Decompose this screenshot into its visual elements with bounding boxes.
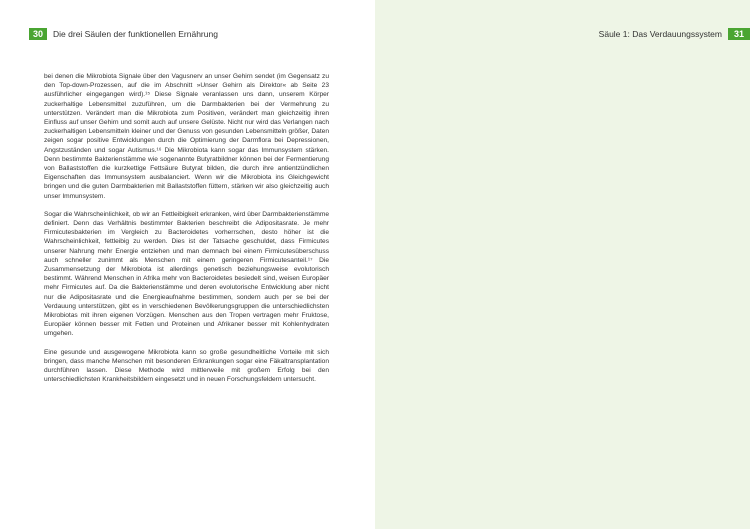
left-header (0, 28, 375, 40)
paragraph: Eine gesunde und ausgewogene Mikrobiota kann so große gesundheitliche Vorteile mit sich bringen, dass manche Menschen mit besonderen Erkrankungen sogar eine Fäkaltransplantation durchführen lassen. Diese Methode wird mittlerweile mit großem Erfolg bei den unterschiedlichsten Krankheitsbildern eingesetzt und in neuen Forschungsfeldern untersucht. (44, 348, 329, 384)
right-page (375, 0, 750, 529)
running-head: Säule 1: Das Verdauungssystem (598, 29, 722, 39)
left-page (0, 0, 375, 529)
running-head: Die drei Säulen der funktionellen Ernährung (53, 29, 218, 39)
paragraph: Sogar die Wahrscheinlichkeit, ob wir an Fettleibigkeit erkranken, wird über Darmbakterienstämme definiert. Denn das Verhältnis bestimmter Bakterien beschreibt die Adipositasrate. Je mehr Firmicutesbakterien im Vergleich zu Bacteroidetes vorherrschen, desto höher ist die Wahrscheinlichkeit, fettleibig zu werden. Dies ist der Tatsache geschuldet, dass Firmicutes unserer Nahrung mehr Energie entziehen und man demnach bei einem Firmicutesüberschuss auch schneller zunimmt als Menschen mit einem geringeren Firmicutesanteil.¹⁷ Die Zusammensetzung der Mikrobiota ist allerdings genetisch beziehungsweise evolutorisch bestimmt. Während Menschen in Afrika mehr von Bacteroidetes besiedelt sind, weisen Europäer mehr Firmicutes auf. Da die Bakterienstämme und deren evolutorische Entwicklung aber nicht nur die Adipositasrate und die Energieaufnahme bestimmen, sondern auch per se bei der Verdauung unterstützen, gibt es in verschiedenen Bevölkerungsgruppen die unterschiedlichsten Mikrobiotas mit ihren eigenen Vorzügen. Menschen aus den Tropen vertragen mehr Fruktose, Europäer können besser mit Fetten und Proteinen und Afrikaner besser mit Kohlenhydraten umgehen. (44, 210, 329, 338)
right-header (375, 28, 750, 40)
paragraph: bei denen die Mikrobiota Signale über den Vagusnerv an unser Gehirn sendet (im Gegensatz zu den Top-down-Prozessen, auf die im Abschnitt »Unser Gehirn als Direktor« ab Seite 23 ausführlicher eingegangen wird).¹⁵ Diese Signale veranlassen uns dann, unserem Körper zuckerhaltige Lebensmittel zuzuführen, um die Darmbakterien bei der Vermehrung zu unterstützen. Verändert man die Mikrobiota zum Positiven, verändert man gleichzeitig ihren Einfluss auf unser Gehirn und somit auch auf unsere Gelüste. Nicht nur wird das Verlangen nach zuckerhaltigen Lebensmitteln kleiner und der Genuss von gesunden Lebensmitteln größer, Daten zeigen sogar positive Entwicklungen durch die Optimierung der Darmflora bei Depressionen, Angstzuständen und sogar Autismus.¹⁶ Die Mikrobiota kann sogar das Immunsystem stärken. Denn bestimmte Bakterienstämme wie sogenannte Butyratbildner können bei der Fermentierung von Ballaststoffen die kurzkettige Fettsäure Butyrat bilden, die durch ihre antientzündlichen Eigenschaften das Immunsystem ausbalanciert. Wenn wir die Mikrobiota ins Gleichgewicht bringen und die guten Darmbakterien mit Ballaststoffen füttern, stärken wir also gleichzeitig auch unser Immunsystem. (44, 73, 329, 200)
page-number: 30 (29, 28, 47, 40)
body-text (44, 72, 329, 394)
page-number: 31 (728, 28, 750, 40)
